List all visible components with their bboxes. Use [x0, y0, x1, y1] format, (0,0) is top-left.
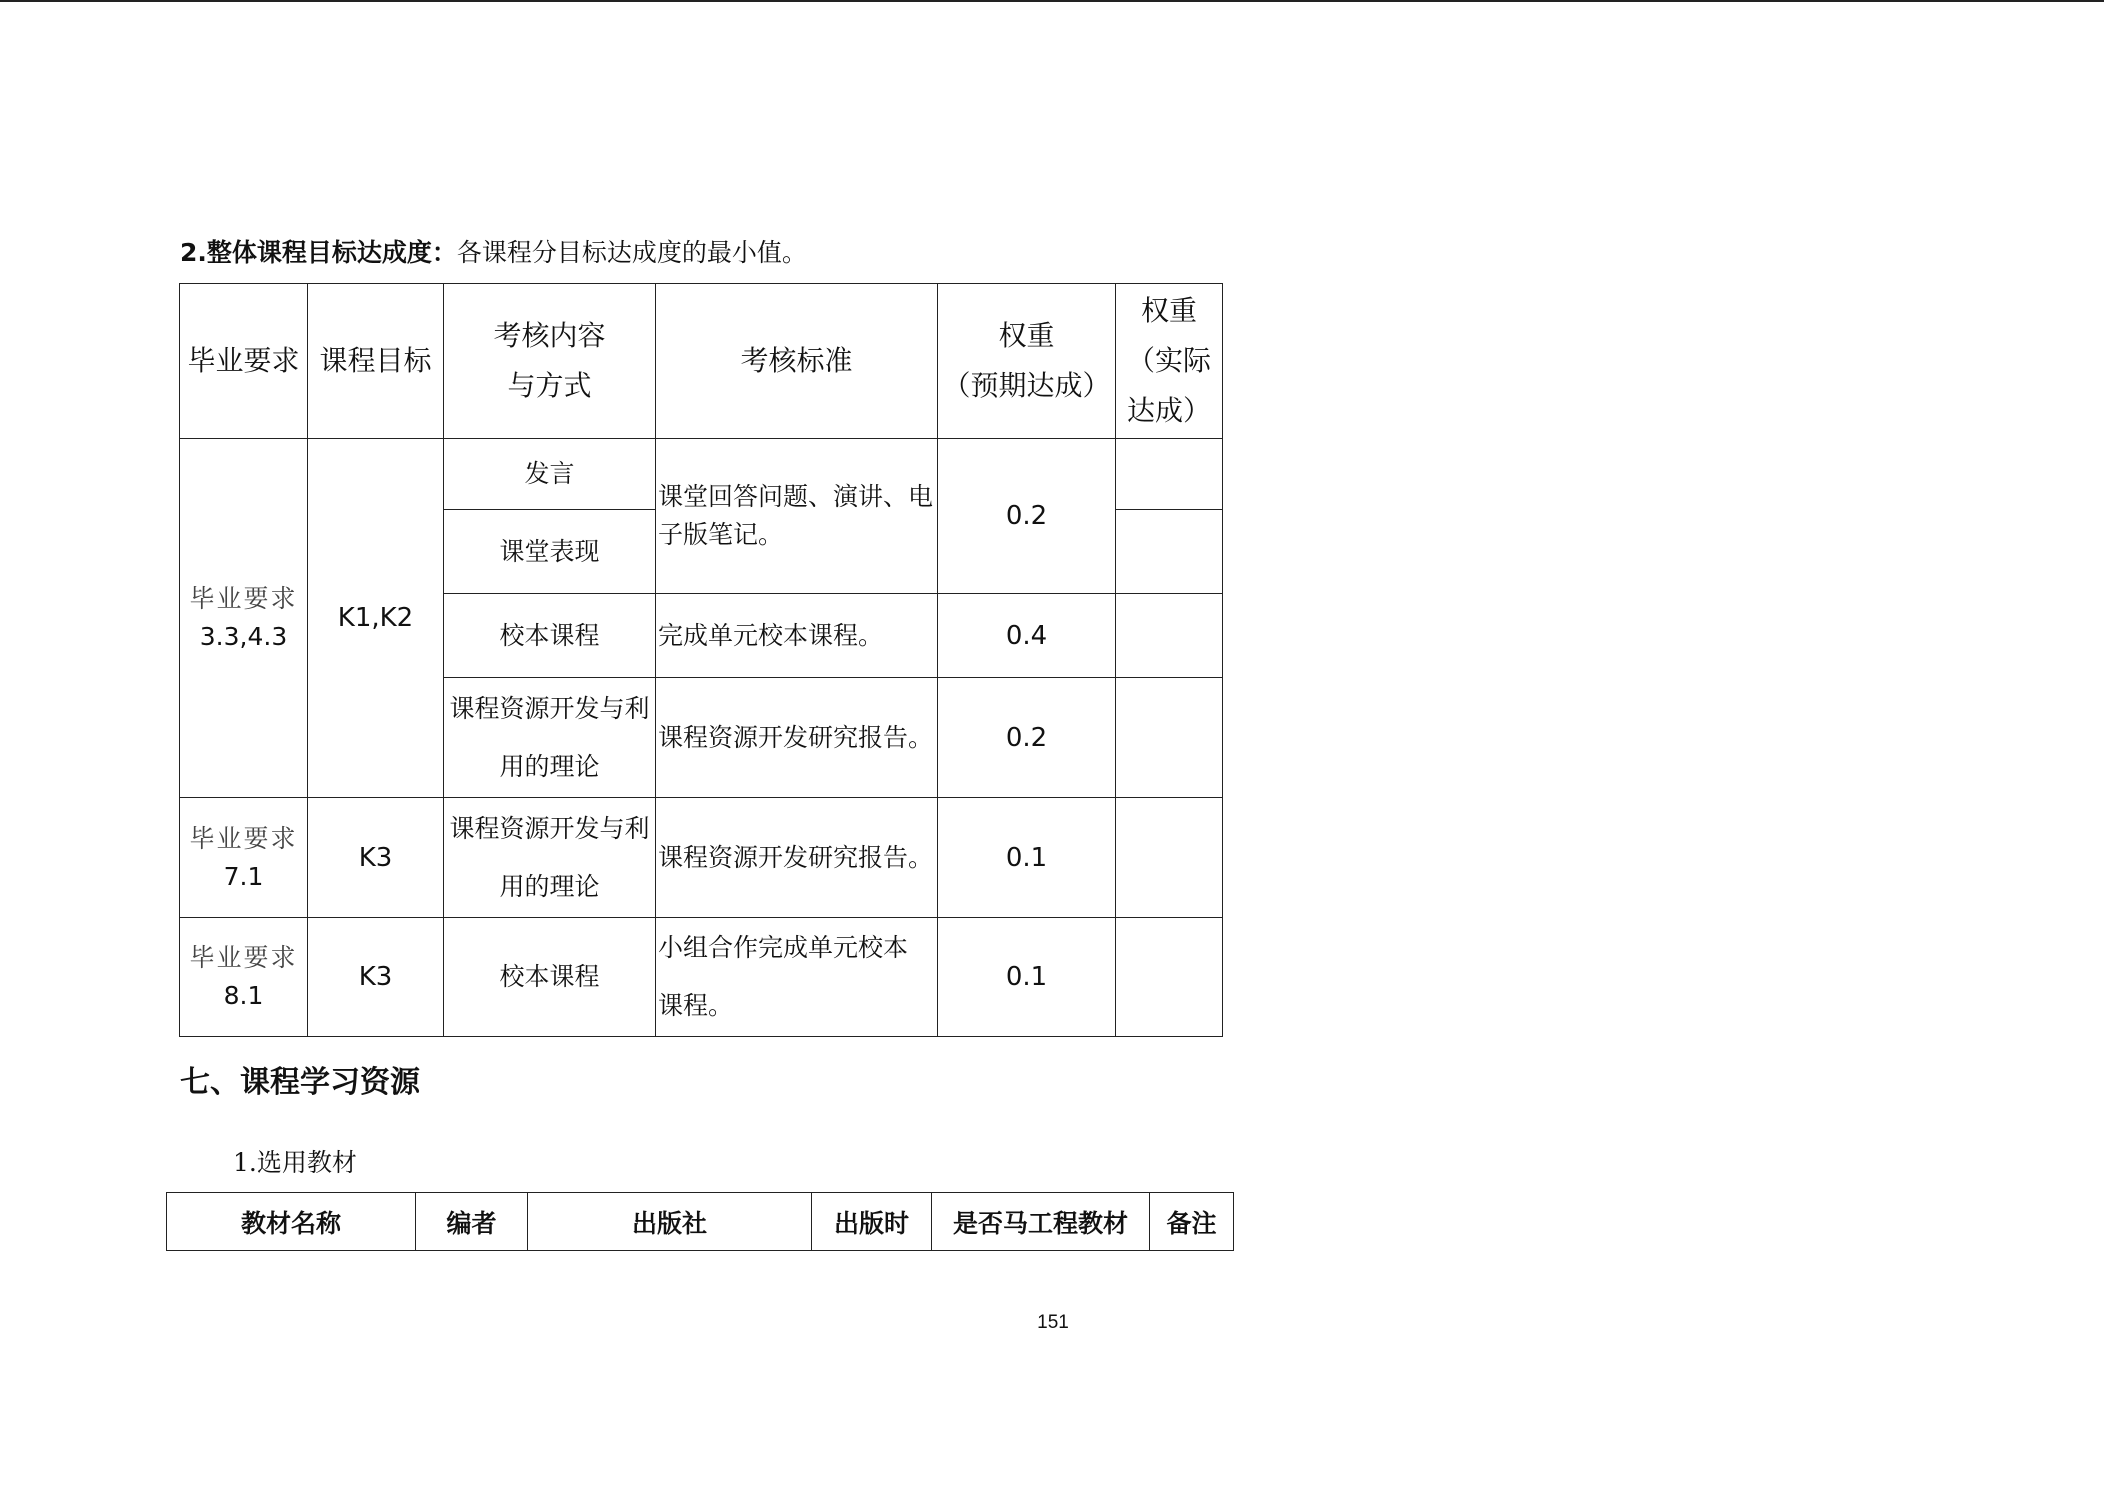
goal-cell-3: K3	[308, 918, 444, 1037]
req-cell-2	[180, 798, 308, 918]
achievement-heading-rest: 各课程分目标达成度的最小值。	[456, 238, 807, 267]
actual-cell	[1116, 510, 1223, 594]
header-standard: 考核标准	[656, 284, 938, 439]
header-weight-actual	[1116, 284, 1223, 439]
content-school-course: 校本课程	[444, 594, 656, 678]
header-is-mgc: 是否马工程教材	[932, 1193, 1150, 1251]
achievement-heading	[180, 236, 807, 270]
sub-title: 1.选用教材	[233, 1148, 357, 1177]
req-word-2: 毕业要求	[189, 823, 298, 853]
textbook-header-row	[167, 1193, 1234, 1251]
header-publisher: 出版社	[528, 1193, 812, 1251]
header-content	[444, 284, 656, 439]
req-num-1: 3.3,4.3	[199, 622, 288, 651]
table-row	[180, 439, 1223, 510]
header-goal: 课程目标	[308, 284, 444, 439]
assessment-header-row	[180, 284, 1223, 439]
header-weight-expected	[938, 284, 1116, 439]
standard-school-course: 完成单元校本课程。	[656, 594, 938, 678]
req-word-1: 毕业要求	[189, 584, 298, 613]
header-weight-expected-line1: 权重	[998, 319, 1055, 352]
weight-speech: 0.2	[938, 439, 1116, 594]
textbook-table	[166, 1192, 1234, 1251]
req-word-3: 毕业要求	[189, 943, 298, 972]
goal-cell-1: K1,K2	[308, 439, 444, 798]
content-resource-line2: 用的理论	[499, 751, 600, 781]
content-resource-line1: 课程资源开发与利	[449, 693, 650, 723]
actual-cell	[1116, 439, 1223, 510]
assessment-table	[179, 283, 1223, 1037]
req-cell-3	[180, 918, 308, 1037]
content-cell-2	[444, 798, 656, 918]
weight-cell-2: 0.1	[938, 798, 1116, 918]
header-req: 毕业要求	[180, 284, 308, 439]
header-weight-expected-line2: （预期达成）	[942, 369, 1111, 402]
actual-cell	[1116, 678, 1223, 798]
req-num-2: 7.1	[223, 861, 264, 891]
table-row	[180, 918, 1223, 1037]
table-row	[180, 798, 1223, 918]
content-resource	[444, 678, 656, 798]
standard-speech-line1: 课堂回答问题、演讲、电	[658, 482, 934, 511]
section-title: 七、课程学习资源	[180, 1065, 420, 1100]
standard-cell-2: 课程资源开发研究报告。	[656, 798, 938, 918]
weight-cell-3: 0.1	[938, 918, 1116, 1037]
standard-cell-3-line2: 课程。	[658, 991, 734, 1020]
content-speech: 发言	[444, 439, 656, 510]
header-content-line1: 考核内容	[493, 319, 606, 352]
header-publish-time: 出版时	[812, 1193, 932, 1251]
achievement-heading-bold: 2.整体课程目标达成度：	[180, 238, 457, 267]
header-remarks: 备注	[1150, 1193, 1234, 1251]
content-cell-2-line2: 用的理论	[499, 871, 600, 901]
header-weight-actual-line3: 达成）	[1126, 394, 1211, 427]
header-weight-actual-line1: 权重	[1140, 294, 1197, 327]
req-cell-1	[180, 439, 308, 798]
goal-cell-2: K3	[308, 798, 444, 918]
header-weight-actual-line2: （实际	[1126, 344, 1211, 377]
page-number: 151	[1037, 1312, 1069, 1333]
standard-cell-3-line1: 小组合作完成单元校本	[658, 933, 909, 962]
top-border	[0, 0, 2104, 2]
req-num-3: 8.1	[223, 981, 264, 1010]
content-cell-3: 校本课程	[444, 918, 656, 1037]
actual-cell	[1116, 798, 1223, 918]
weight-resource: 0.2	[938, 678, 1116, 798]
content-cell-2-line1: 课程资源开发与利	[449, 813, 650, 843]
standard-cell-3	[656, 918, 938, 1037]
content-class-performance: 课堂表现	[444, 510, 656, 594]
standard-resource: 课程资源开发研究报告。	[656, 678, 938, 798]
actual-cell	[1116, 918, 1223, 1037]
header-content-line2: 与方式	[507, 369, 592, 402]
header-editor: 编者	[416, 1193, 528, 1251]
header-textbook-name: 教材名称	[167, 1193, 416, 1251]
actual-cell	[1116, 594, 1223, 678]
standard-speech-line2: 子版笔记。	[658, 520, 784, 549]
weight-school-course: 0.4	[938, 594, 1116, 678]
standard-speech	[656, 439, 938, 594]
